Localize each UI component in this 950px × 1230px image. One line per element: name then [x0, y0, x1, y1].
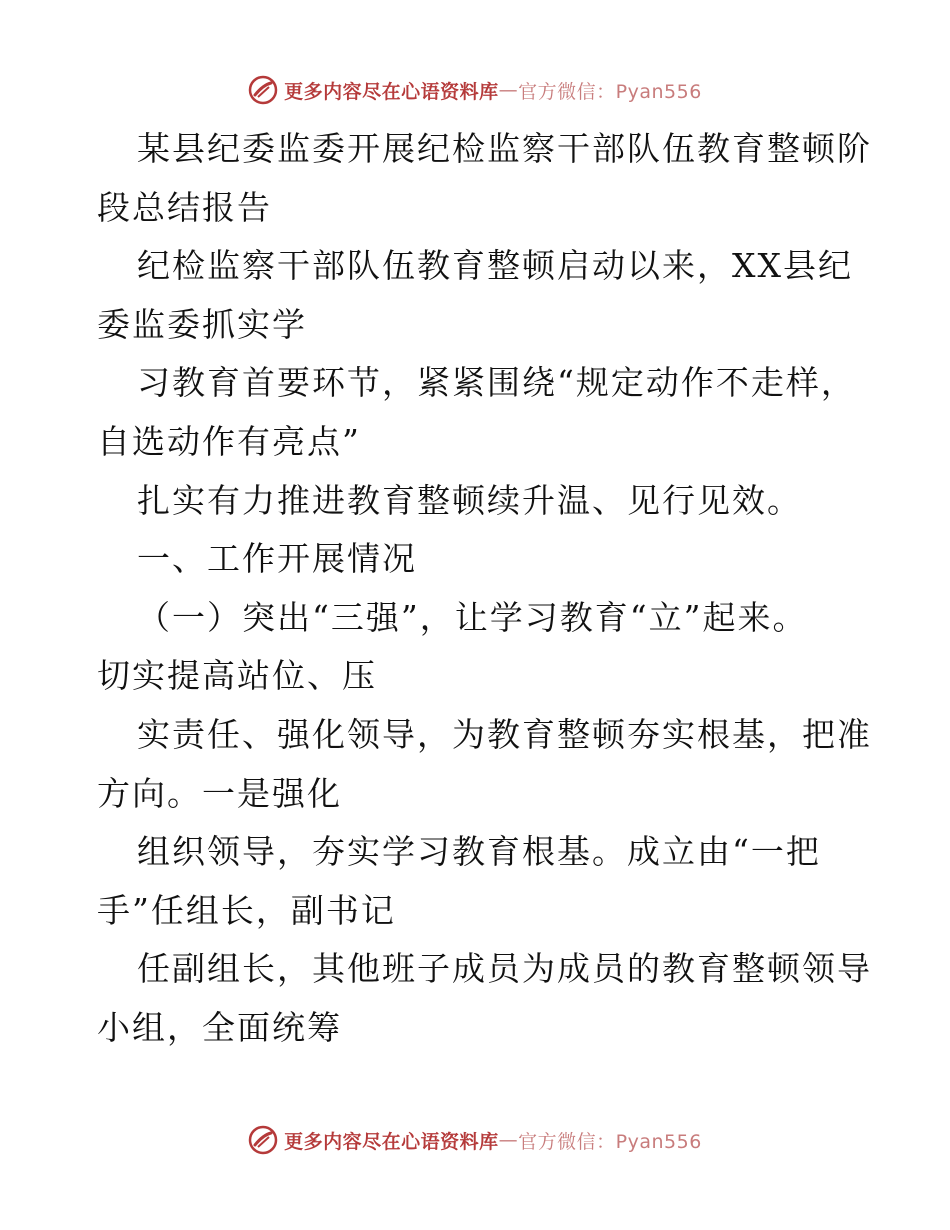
watermark-dash: — — [498, 1129, 519, 1151]
section-heading: 一、工作开展情况 — [137, 539, 417, 579]
paragraph-line: 自选动作有亮点” — [97, 421, 361, 461]
title-line-2: 段总结报告 — [97, 187, 272, 227]
title-line-1: 某县纪委监委开展纪检监察干部队伍教育整顿阶 — [137, 129, 872, 168]
paragraph-line: 组织领导，夯实学习教育根基。成立由“一把 — [137, 832, 821, 872]
book-pen-logo-icon — [248, 75, 278, 105]
paragraph-line: 切实提高站位、压 — [97, 656, 377, 696]
watermark-dash: — — [498, 79, 519, 101]
paragraph-line: 扎实有力推进教育整顿续升温、见行见效。 — [137, 480, 802, 520]
watermark-site-text: 更多内容尽在心语资料库 — [284, 1130, 499, 1153]
paragraph-line: 实责任、强化领导，为教育整顿夯实根基，把准 — [137, 714, 872, 754]
paragraph-line: 纪检监察干部队伍教育整顿启动以来，XX县纪 — [137, 246, 853, 286]
watermark-site-text: 更多内容尽在心语资料库 — [284, 80, 499, 103]
document-body — [97, 120, 872, 1058]
subsection-heading: （一）突出“三强”，让学习教育“立”起来。 — [137, 597, 808, 637]
watermark-wechat-text: 官方微信：Pyan556 — [518, 1130, 702, 1153]
paragraph-line: 小组，全面统筹 — [97, 1007, 342, 1047]
header-watermark — [0, 70, 950, 110]
watermark-wechat-text: 官方微信：Pyan556 — [518, 80, 702, 103]
paragraph-line: 习教育首要环节，紧紧围绕“规定动作不走样， — [137, 363, 856, 403]
paragraph-line: 任副组长，其他班子成员为成员的教育整顿领导 — [137, 949, 872, 989]
footer-watermark — [0, 1120, 950, 1160]
paragraph-line: 委监委抓实学 — [97, 304, 307, 344]
paragraph-line: 方向。一是强化 — [97, 773, 342, 813]
paragraph-line: 手”任组长，副书记 — [97, 890, 396, 930]
book-pen-logo-icon — [248, 1125, 278, 1155]
